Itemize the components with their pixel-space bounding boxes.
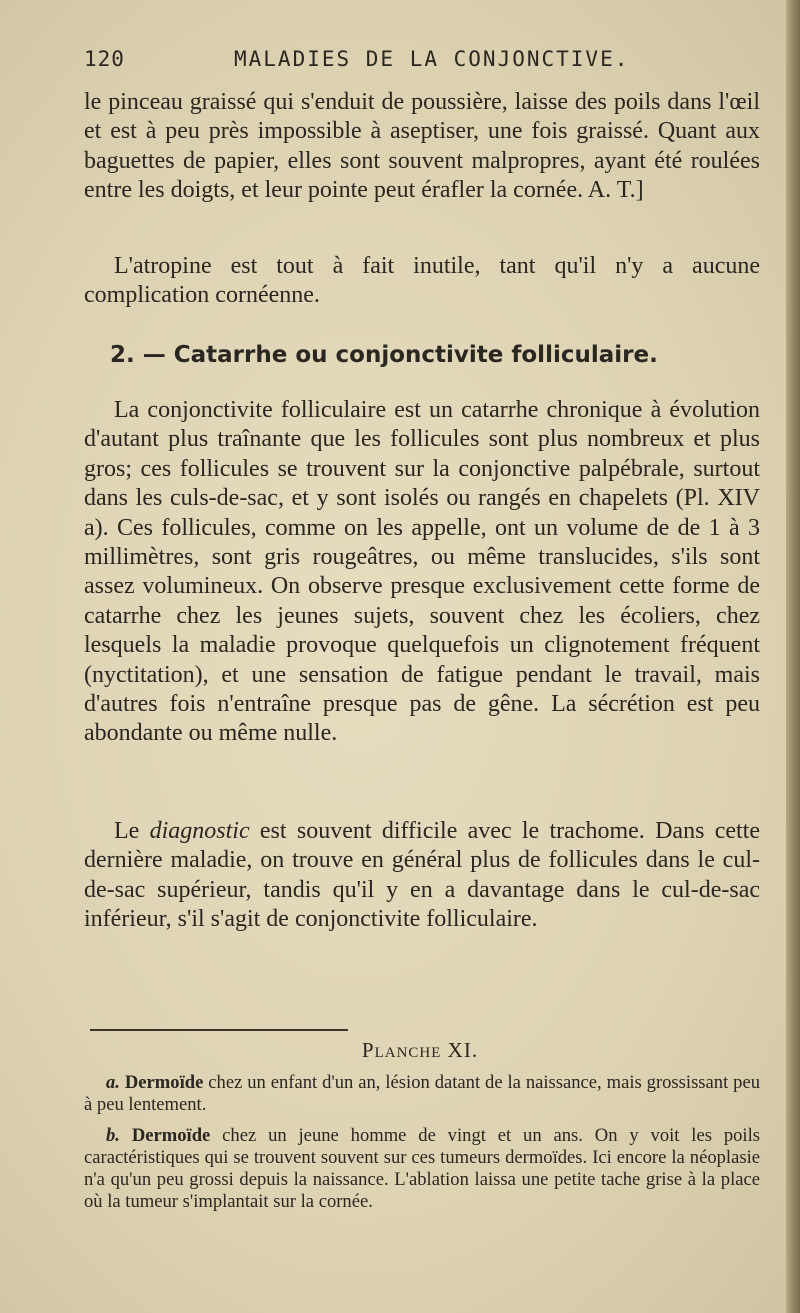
caption-a-mark: a. xyxy=(106,1072,120,1093)
diagnostic-term: diagnostic xyxy=(149,818,250,844)
paragraph-2: L'atropine est tout à fait inutile, tant qu'il n'y a aucune complication cornéenne. xyxy=(84,253,760,309)
paragraph-3: La conjonctivite folliculaire est un catarrhe chronique à évolution d'autant plus traînante que les follicules sont plus nombreux et plus gros; ces follicules se trouvent sur la conjonctive palpébrale, surtout dans les culs-de-sac, et y sont isolés ou rangés en chapelets (Pl. XIV a). Ces follicules, comme on les appelle, ont un volume de de 1 à 3 millimètres, sont gris rougeâtres, ou même translucides, s'ils sont assez volumineux. On observe presque exclusivement cette forme de catarrhe chez les jeunes sujets, souvent chez les écoliers, chez lesquels la maladie provoque quelquefois un clignotement fréquent (nyctitation), et une sensation de fatigue pendant le travail, mais d'autres fois n'entraîne presque pas de gêne. La sécrétion est peu abondante ou même nulle. xyxy=(84,397,760,747)
caption-b xyxy=(84,1125,760,1213)
page-number: 120 xyxy=(84,47,125,71)
plate-title: Planche XI. xyxy=(361,1038,479,1062)
caption-a-lead: Dermoïde xyxy=(124,1072,204,1093)
paragraph-4 xyxy=(84,817,760,935)
paragraph-1: le pinceau graissé qui s'enduit de poussière, laisse des poils dans l'œil et est à peu près impossible à aseptiser, une fois graissé. Quant aux baguettes de papier, elles sont souvent malpropres, ayant été roulées entre les doigts, et leur pointe peut érafler la cornée. A. T.] xyxy=(84,89,760,204)
caption-a xyxy=(84,1072,760,1116)
caption-b-text: chez un jeune homme de vingt et un ans. On y voit les poils caractéristiques qui se trouvent souvent sur ces tumeurs dermoïdes. Ici encore la néoplasie n'a qu'un peu grossi depuis la naissance. L'ablation laissa une petite tache grise à la place où la tumeur s'implantait sur la cornée. xyxy=(84,1125,760,1212)
caption-b-lead: Dermoïde xyxy=(131,1125,211,1146)
page-edge xyxy=(786,0,800,1313)
paragraph-4-start: Le xyxy=(114,818,150,844)
caption-a-text: chez un enfant d'un an, lésion datant de la naissance, mais grossissant peu à peu lentement. xyxy=(84,1072,761,1115)
divider-rule xyxy=(90,1029,348,1031)
running-title: MALADIES DE LA CONJONCTIVE. xyxy=(234,47,630,71)
caption-b-mark: b. xyxy=(106,1125,120,1146)
page-header xyxy=(84,47,760,77)
section-heading: 2. — Catarrhe ou conjonctivite folliculaire. xyxy=(110,342,658,368)
paragraph-4-rest: est souvent difficile avec le trachome. Dans cette dernière maladie, on trouve en général plus de follicules dans le cul-de-sac supérieur, tandis qu'il y en a davantage dans le cul-de-sac inférieur, s'il s'agit de conjonctivite folliculaire. xyxy=(84,818,760,933)
